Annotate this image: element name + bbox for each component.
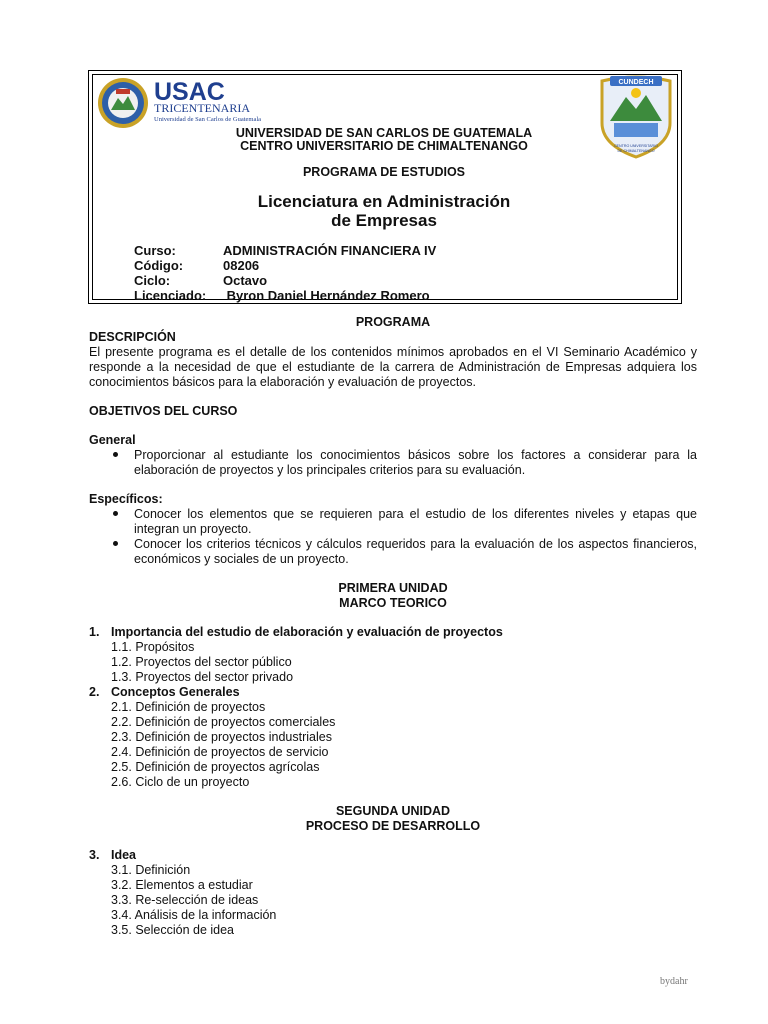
cundech-caption-1: CENTRO UNIVERSITARIO <box>614 144 658 148</box>
usac-logo-sub: TRICENTENARIA <box>154 101 250 115</box>
descripcion-heading: DESCRIPCIÓN <box>89 330 176 344</box>
list-item: 1.2. Proyectos del sector público <box>111 655 292 669</box>
list-item: 2.4. Definición de proyectos de servicio <box>111 745 329 759</box>
objetivos-heading: OBJETIVOS DEL CURSO <box>89 404 238 418</box>
degree-title-line1: Licenciatura en Administración <box>257 192 511 211</box>
list-item: 2.6. Ciclo de un proyecto <box>111 775 250 789</box>
section-heading: 1. Importancia del estudio de elaboración y evaluación de proyectos <box>89 625 503 639</box>
meta-key: Curso: <box>134 243 176 258</box>
unit1-heading: PRIMERA UNIDAD <box>338 581 448 595</box>
bullet-icon <box>113 511 118 516</box>
meta-row-curso <box>134 243 436 258</box>
bullet-icon <box>113 452 118 457</box>
meta-value: 08206 <box>223 258 260 273</box>
meta-row-ciclo <box>134 273 436 288</box>
unit2-heading: SEGUNDA UNIDAD <box>335 804 451 818</box>
university-name: UNIVERSIDAD DE SAN CARLOS DE GUATEMALA <box>235 126 533 140</box>
list-item: Proporcionar al estudiante los conocimientos básicos sobre los factores a considerar para la elaboración de proyectos y los principales criterios para su evaluación. <box>89 448 697 478</box>
meta-key: Código: <box>134 258 184 273</box>
center-name: CENTRO UNIVERSITARIO DE CHIMALTENANGO <box>240 139 528 153</box>
section-heading: 2. Conceptos Generales <box>89 685 240 699</box>
meta-value: ADMINISTRACIÓN FINANCIERA IV <box>223 243 437 258</box>
list-item: 2.1. Definición de proyectos <box>111 700 266 714</box>
general-heading: General <box>89 433 136 447</box>
list-item: Conocer los elementos que se requieren para el estudio de los diferentes niveles y etapas que integran un proyecto. <box>89 507 697 537</box>
bullet-icon <box>113 541 118 546</box>
section-heading: 3. Idea <box>89 848 137 862</box>
list-item: 2.2. Definición de proyectos comerciales <box>111 715 336 729</box>
meta-row-licenciado <box>134 288 436 303</box>
usac-logo <box>96 76 276 130</box>
course-meta <box>134 243 436 303</box>
cundech-name: CUNDECH <box>618 79 654 86</box>
meta-value: Octavo <box>223 273 268 288</box>
programa-heading: PROGRAMA <box>355 315 431 329</box>
list-item: 3.4. Análisis de la información <box>111 908 277 922</box>
unit2-subheading: PROCESO DE DESARROLLO <box>305 819 481 833</box>
list-item: 3.2. Elementos a estudiar <box>111 878 253 892</box>
usac-logo-main: USAC <box>154 78 225 106</box>
list-item: 1.3. Proyectos del sector privado <box>111 670 294 684</box>
footer-watermark: bydahr <box>660 976 688 987</box>
document-body <box>89 315 697 938</box>
list-item: 3.1. Definición <box>111 863 191 877</box>
list-item: 2.3. Definición de proyectos industriales <box>111 730 332 744</box>
meta-value: Byron Daniel Hernández Romero <box>223 288 430 303</box>
meta-key: Ciclo: <box>134 273 171 288</box>
descripcion-text: El presente programa es el detalle de los contenidos mínimos aprobados en el VI Seminario Académico y responde a la necesidad de que el estudiante de la carrera de Administración de Empresas adquiera los conocimientos básicos para la elaboración y evaluación de proyectos. <box>89 345 697 389</box>
unit1-subheading: MARCO TEORICO <box>339 596 447 610</box>
list-item: 3.3. Re-selección de ideas <box>111 893 259 907</box>
list-item: Conocer los criterios técnicos y cálculos requeridos para la evaluación de los aspectos financieros, económicos y sociales de un proyecto. <box>89 537 697 567</box>
usac-logo-tagline: Universidad de San Carlos de Guatemala <box>154 116 262 123</box>
list-item: 3.5. Selección de idea <box>111 923 235 937</box>
program-heading: PROGRAMA DE ESTUDIOS <box>302 165 466 179</box>
degree-title-line2: de Empresas <box>331 211 437 230</box>
especificos-heading: Específicos: <box>89 492 163 506</box>
meta-key: Licenciado: <box>134 288 207 303</box>
list-item: 1.1. Propósitos <box>111 640 195 654</box>
list-item: 2.5. Definición de proyectos agrícolas <box>111 760 320 774</box>
meta-row-codigo <box>134 258 436 273</box>
cundech-caption-2: DE CHIMALTENANGO <box>617 149 655 153</box>
